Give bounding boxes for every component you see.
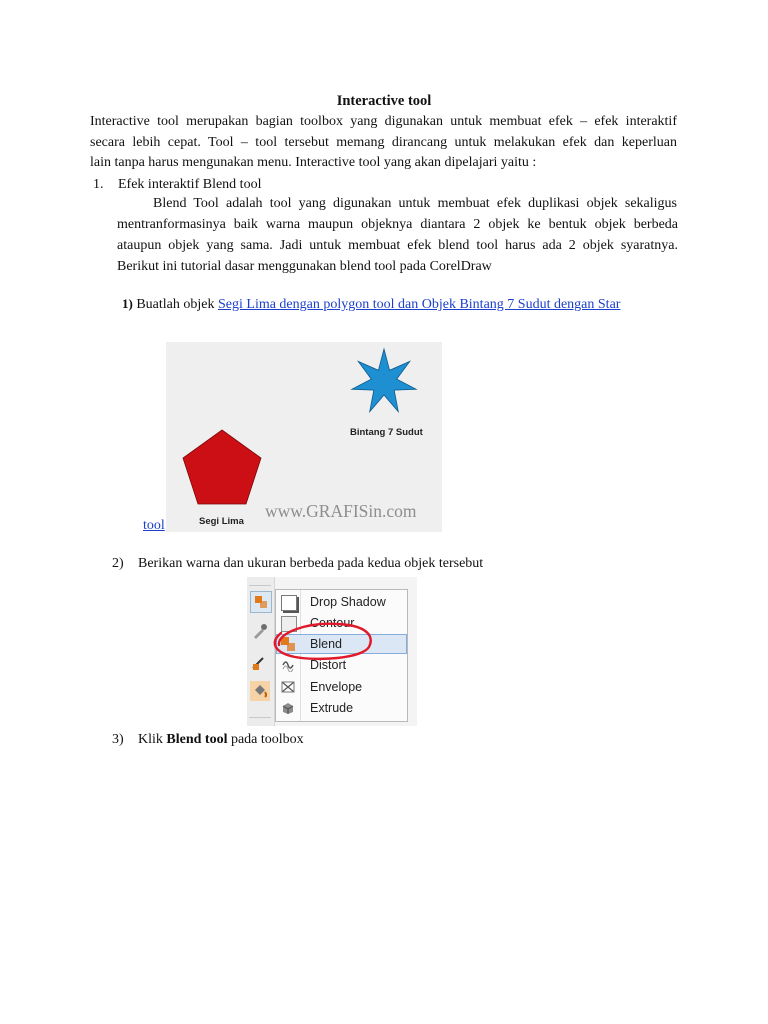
list-item-1-text: Efek interaktif Blend tool bbox=[118, 177, 262, 192]
shapes-figure-canvas bbox=[166, 342, 442, 532]
highlight-circle bbox=[247, 577, 417, 726]
step-3-prefix: Klik bbox=[138, 732, 167, 747]
step-3-bold: Blend tool bbox=[166, 732, 228, 747]
step-3-suffix: pada toolbox bbox=[227, 732, 304, 747]
step-1-link[interactable]: Segi Lima dengan polygon tool dan Objek Bintang 7 Sudut dengan Star bbox=[218, 297, 621, 312]
step-2-text: Berikan warna dan ukuran berbeda pada kedua objek tersebut bbox=[138, 556, 484, 571]
document-title: Interactive tool bbox=[336, 93, 432, 109]
pentagon-label: Segi Lima bbox=[199, 516, 244, 527]
menu-label-contour: Contour bbox=[310, 616, 355, 630]
intro-line-3: lain tanpa harus mengunakan menu. Interactive tool yang akan dipelajari yaitu : bbox=[90, 155, 537, 170]
step-2-number: 2) bbox=[112, 556, 124, 571]
menu-label-drop-shadow: Drop Shadow bbox=[310, 595, 386, 609]
step-3-text bbox=[138, 732, 304, 748]
intro-line-2: secara lebih cepat. Tool – tool tersebut memang dirancang untuk melakukan efek dan keperluan bbox=[90, 135, 677, 150]
step-1 bbox=[122, 296, 620, 313]
step-3-number: 3) bbox=[112, 732, 124, 747]
step-1-link-continuation[interactable]: tool bbox=[143, 518, 165, 533]
step-1-prefix: Buatlah objek bbox=[132, 297, 218, 312]
step-1-number: 1) bbox=[122, 296, 133, 311]
blend-line-3: ataupun objek yang sama. Jadi untuk membuat efek blend tool harus ada 2 objek syaratnya. bbox=[117, 238, 678, 253]
blend-line-4: Berikut ini tutorial dasar menggunakan blend tool pada CorelDraw bbox=[117, 259, 492, 274]
pentagon-shape bbox=[183, 430, 261, 504]
menu-label-blend: Blend bbox=[310, 637, 342, 651]
list-number-1: 1. bbox=[93, 177, 104, 192]
blend-line-1: Blend Tool adalah tool yang digunakan untuk membuat efek duplikasi objek sekaligus bbox=[153, 196, 677, 211]
blend-line-2: mentranformasinya baik warna maupun objeknya diantara 2 objek ke bentuk objek berbeda bbox=[117, 217, 678, 232]
menu-label-extrude: Extrude bbox=[310, 701, 354, 715]
menu-label-envelope: Envelope bbox=[310, 680, 363, 694]
watermark-text: www.GRAFISin.com bbox=[265, 501, 417, 521]
menu-label-distort: Distort bbox=[310, 658, 347, 672]
star-7-point-shape bbox=[352, 349, 416, 412]
interactive-tool-menu-figure bbox=[247, 577, 417, 726]
star-label: Bintang 7 Sudut bbox=[350, 427, 423, 438]
intro-line-1: Interactive tool merupakan bagian toolbox yang digunakan untuk membuat efek – efek interaktif bbox=[90, 114, 677, 129]
shapes-figure bbox=[166, 342, 442, 532]
